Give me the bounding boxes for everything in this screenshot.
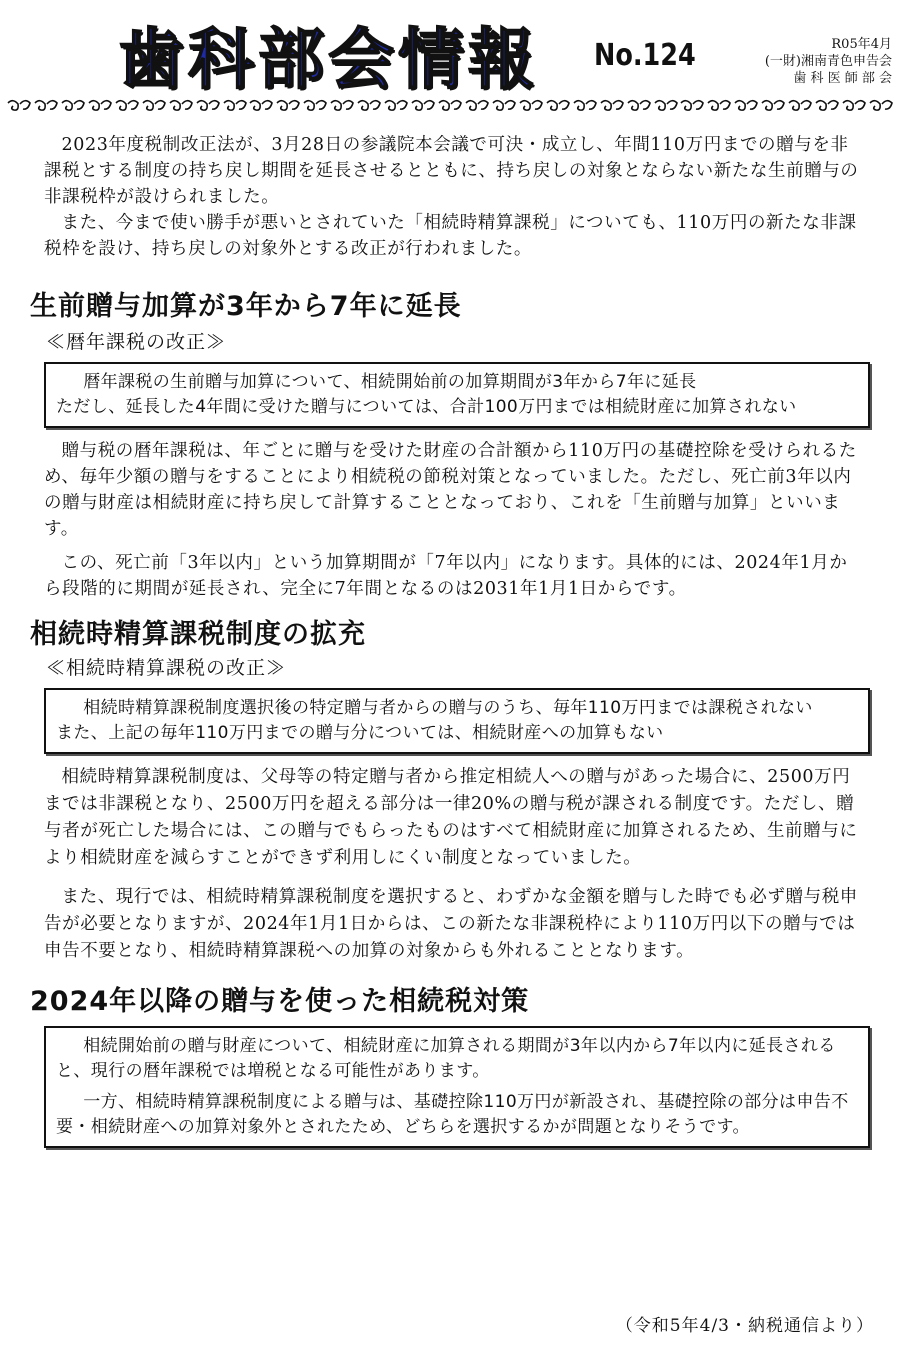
ornament-icon [841,99,867,113]
ornament-icon [733,99,759,113]
section3-box-line-1: 相続開始前の贈与財産について、相続財産に加算される期間が3年以内から7年以内に延長されると、現行の暦年課税では増税となる可能性があります。 [56,1036,836,1081]
section3-heading: 2024年以降の贈与を使った相続税対策 [30,986,530,1017]
ornament-icon [599,99,625,113]
ornament-icon [491,99,517,113]
section1-paragraph-2: この、死亡前「3年以内」という加算期間が「7年以内」になります。具体的には、2024年1月から段階的に期間が延長され、完全に7年間となるのは2031年1月1日からです。 [44,553,848,599]
ornament-icon [33,99,59,113]
section1-subheading: ≪暦年課税の改正≫ [46,331,227,353]
ornament-icon [653,99,679,113]
section2-subheading: ≪相続時精算課税の改正≫ [46,657,287,679]
ornament-icon [706,99,732,113]
section3-box-line-2: 一方、相続時精算課税制度による贈与は、基礎控除110万円が新設され、基礎控除の部分は申告不要・相続財産への加算対象外とされたため、どちらを選択するかが問題となりそうです。 [56,1092,849,1137]
intro-paragraph-2: また、今まで使い勝手が悪いとされていた「相続時精算課税」についても、110万円の新たな非課税枠を設け、持ち戻しの対象外とする改正が行われました。 [44,213,857,259]
department: 歯 科 医 師 部 会 [793,71,892,86]
ornament-icon [141,99,167,113]
intro-paragraph-1: 2023年度税制改正法が、3月28日の参議院本会議で可決・成立し、年間110万円までの贈与を非課税とする制度の持ち戻し期間を延長させるとともに、持ち戻しの対象とならない新たな生前贈与の非課税枠が設けられました。 [44,135,859,207]
ornament-icon [87,99,113,113]
ornament-icon [814,99,840,113]
header [0,0,900,100]
section2-summary-box [44,688,870,754]
ornament-icon [195,99,221,113]
ornament-icon [437,99,463,113]
section1-heading: 生前贈与加算が3年から7年に延長 [30,291,462,322]
ornament-icon [464,99,490,113]
section2-paragraph-2: また、現行では、相続時精算課税制度を選択すると、わずかな金額を贈与した時でも必ず贈与税申告が必要となりますが、2024年1月1日からは、この新たな非課税枠により110万円以下の贈与では申告不要となり、相続時精算課税への加算の対象からも外れることとなります。 [44,887,858,961]
ornament-icon [383,99,409,113]
section2-box-line-2: また、上記の毎年110万円までの贈与分については、相続財産への加算もない [56,723,664,743]
ornament-icon [545,99,571,113]
source-citation: （令和5年4/3・納税通信より） [615,1316,874,1336]
ornament-icon [410,99,436,113]
ornament-icon [6,99,32,113]
ornament-icon [626,99,652,113]
ornament-icon [222,99,248,113]
issue-date: R05年4月 [831,37,892,52]
section2-box-line-1: 相続時精算課税制度選択後の特定贈与者からの贈与のうち、毎年110万円までは課税されない [83,698,813,718]
section2-paragraph-1: 相続時精算課税制度は、父母等の特定贈与者から推定相続人への贈与があった場合に、2500万円までは非課税となり、2500万円を超える部分は一律20%の贈与税が課される制度です。ただし、贈与者が死亡した場合には、この贈与でもらったものはすべて相続財産に加算されるため、生前贈与により相続財産を減らすことができず利用しにくい制度となっていました。 [44,767,858,868]
newsletter-title: 歯科部会情報 [118,21,538,98]
ornament-icon [302,99,328,113]
section1-paragraph-1: 贈与税の暦年課税は、年ごとに贈与を受けた財産の合計額から110万円の基礎控除を受けられるため、毎年少額の贈与をすることにより相続税の節税対策となっていました。ただし、死亡前3年以内の贈与財産は相続財産に持ち戻して計算することとなっており、これを「生前贈与加算」といいます。 [44,441,857,539]
ornament-icon [518,99,544,113]
ornament-icon [168,99,194,113]
section1-box-line-1: 暦年課税の生前贈与加算について、相続開始前の加算期間が3年から7年に延長 [83,372,697,392]
publisher-info [765,36,892,87]
organization: (一財)湘南青色申告会 [764,54,892,69]
ornament-icon [787,99,813,113]
article-body [0,132,900,1148]
ornament-icon [356,99,382,113]
issue-number: No.124 [594,38,696,73]
ornament-icon [572,99,598,113]
ornament-icon [679,99,705,113]
section3-summary-box [44,1026,870,1148]
decorative-border [0,98,900,114]
ornament-icon [248,99,274,113]
ornament-icon [760,99,786,113]
ornament-icon [114,99,140,113]
section1-summary-box [44,362,870,428]
section2-heading: 相続時精算課税制度の拡充 [30,619,366,650]
ornament-icon [329,99,355,113]
ornament-icon [868,99,894,113]
section1-box-line-2: ただし、延長した4年間に受けた贈与については、合計100万円までは相続財産に加算されない [56,397,797,417]
ornament-icon [275,99,301,113]
ornament-icon [60,99,86,113]
